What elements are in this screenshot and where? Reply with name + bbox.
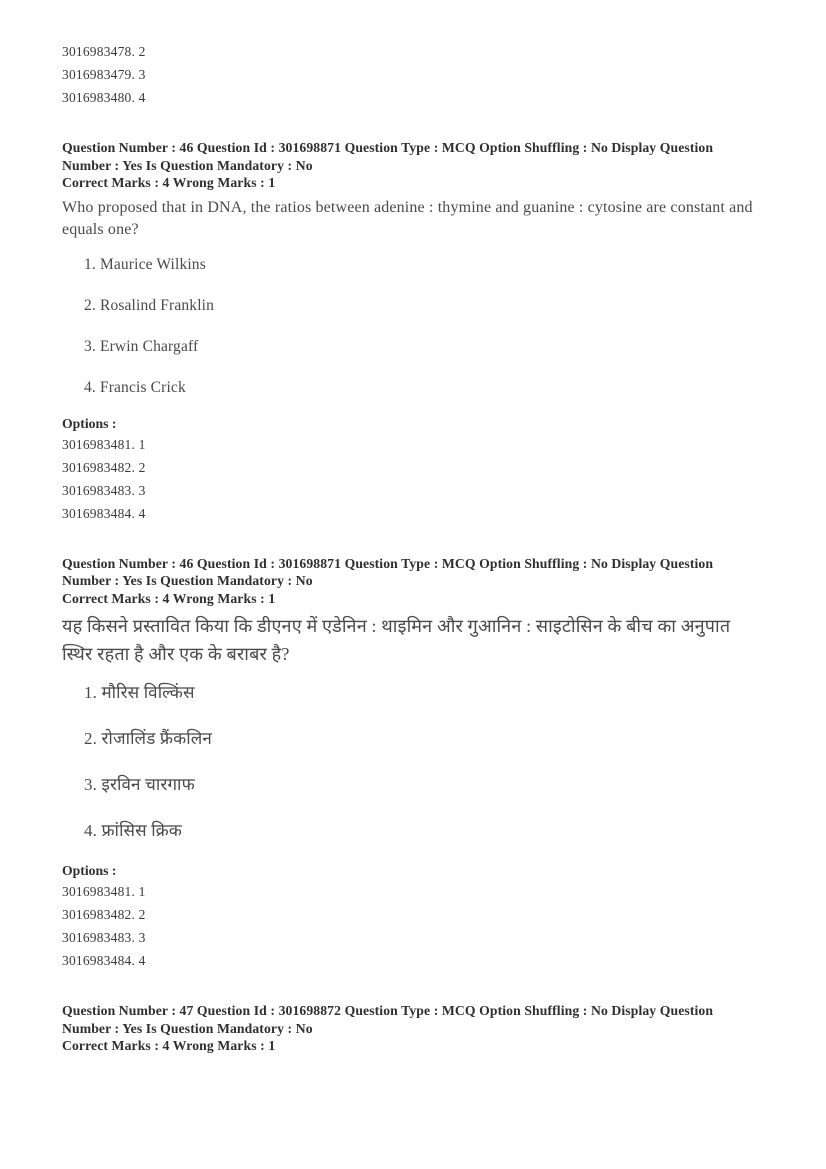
question-meta-line-2: Number : Yes Is Question Mandatory : No: [62, 573, 313, 588]
choice-list: [62, 255, 764, 398]
option-id-line: 3016983480. 4: [62, 90, 146, 105]
page-content: [62, 40, 764, 1055]
option-id-list: [62, 433, 764, 525]
option-id-line: 3016983478. 2: [62, 44, 146, 59]
options-label: Options :: [62, 863, 117, 878]
question-text: Who proposed that in DNA, the ratios between adenine : thymine and guanine : cytosine are constant and equals one?: [62, 198, 753, 238]
question-block-47: [62, 1002, 764, 1055]
option-id-line: 3016983483. 3: [62, 482, 146, 498]
choice-option[interactable]: 2. Rosalind Franklin: [84, 296, 215, 314]
option-id-line: 3016983484. 4: [62, 953, 146, 968]
option-id-list-top: [62, 40, 764, 109]
option-id-line: 3016983481. 1: [62, 436, 146, 452]
question-text: यह किसने प्रस्तावित किया कि डीएनए में एडेनिन : थाइमिन और गुआनिन : साइटोसिन के बीच का अनुपात स्थिर रहता है और एक के बराबर है?: [62, 616, 731, 664]
choice-option[interactable]: 2. रोजालिंड फ्रैंकलिन: [84, 729, 212, 748]
question-meta-line-2: Number : Yes Is Question Mandatory : No: [62, 1020, 313, 1036]
option-id-line: 3016983481. 1: [62, 884, 146, 899]
choice-option[interactable]: 3. इरविन चारगाफ: [84, 775, 195, 794]
question-meta: [62, 555, 764, 608]
question-meta: [62, 139, 764, 192]
options-label: Options :: [62, 415, 117, 431]
option-id-line: 3016983483. 3: [62, 930, 146, 945]
choice-option[interactable]: 4. फ्रांसिस क्रिक: [84, 821, 183, 840]
option-id-line: 3016983482. 2: [62, 459, 146, 475]
question-meta-line-3: Correct Marks : 4 Wrong Marks : 1: [62, 175, 276, 190]
question-meta-line-3: Correct Marks : 4 Wrong Marks : 1: [62, 1038, 276, 1053]
option-id-line: 3016983484. 4: [62, 505, 146, 521]
question-meta-line-3: Correct Marks : 4 Wrong Marks : 1: [62, 590, 276, 606]
question-block-46-english: [62, 139, 764, 525]
choice-list: [62, 682, 764, 842]
spacer: [62, 525, 764, 555]
question-meta-line-1: Question Number : 47 Question Id : 301698872 Question Type : MCQ Option Shuffling : No Display Question: [62, 1003, 714, 1018]
option-id-line: 3016983479. 3: [62, 67, 146, 82]
choice-option[interactable]: 4. Francis Crick: [84, 378, 186, 396]
choice-option[interactable]: 3. Erwin Chargaff: [84, 337, 199, 355]
question-block-46-hindi: [62, 555, 764, 973]
spacer: [62, 109, 764, 139]
question-meta-line-2: Number : Yes Is Question Mandatory : No: [62, 157, 313, 173]
question-meta-line-1: Question Number : 46 Question Id : 301698871 Question Type : MCQ Option Shuffling : No Display Question: [62, 140, 714, 155]
option-id-line: 3016983482. 2: [62, 907, 146, 922]
question-meta: [62, 1002, 764, 1055]
spacer: [62, 972, 764, 1002]
question-meta-line-1: Question Number : 46 Question Id : 301698871 Question Type : MCQ Option Shuffling : No Display Question: [62, 555, 714, 571]
choice-option[interactable]: 1. Maurice Wilkins: [84, 255, 206, 273]
choice-option[interactable]: 1. मौरिस विल्किंस: [84, 683, 195, 702]
option-id-list: [62, 880, 764, 972]
